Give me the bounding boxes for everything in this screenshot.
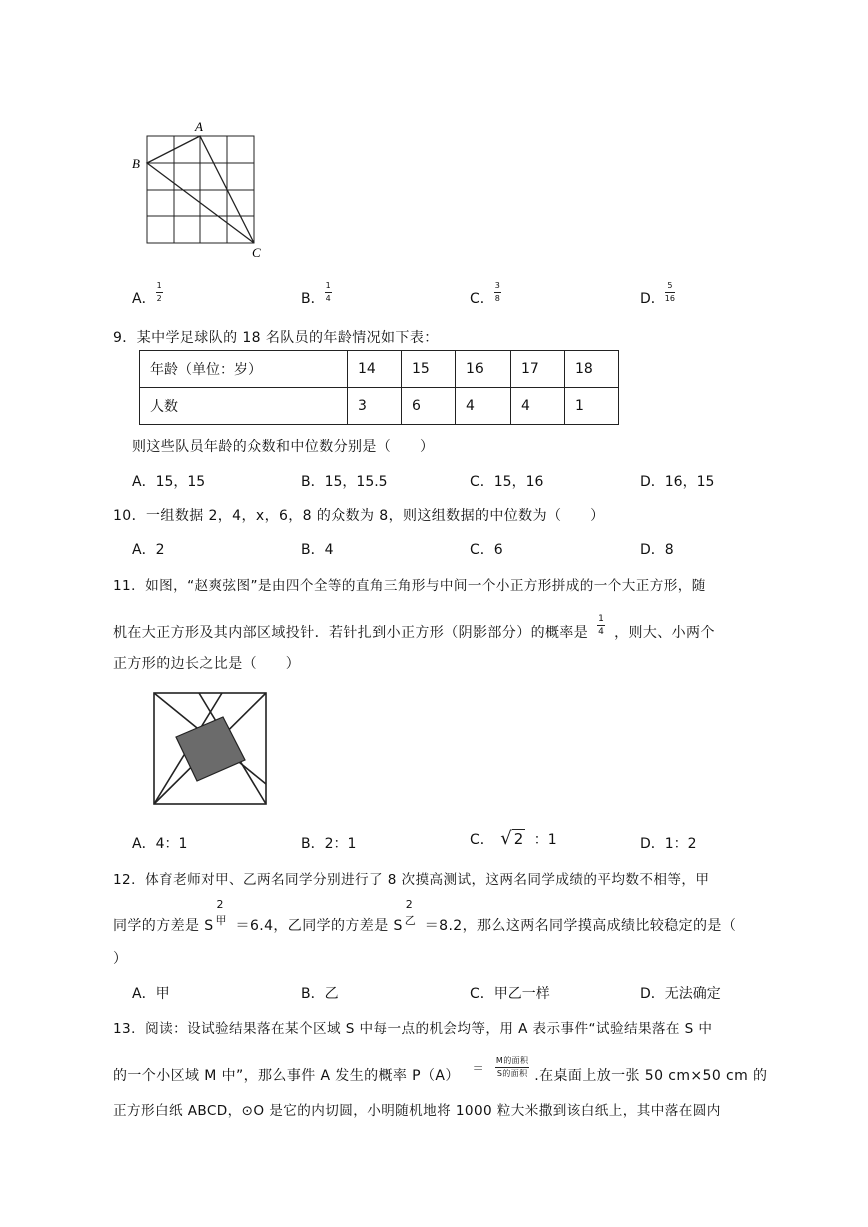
q12-option-a[interactable]: A．甲 [132, 986, 170, 1002]
fraction: $\frac{1}{4}$ [325, 280, 331, 303]
probability-fraction: $\frac{1}{4}$ [598, 613, 605, 637]
q12-line-2: 同学的方差是 S 2 甲 ＝6.4，乙同学的方差是 S 2 乙 ＝8.2，那么这两名同学摸高成绩比较稳定的是（ [113, 898, 737, 934]
fraction: $\frac{5}{16}$ [664, 280, 675, 303]
q11-line-2: 机在大正方形及其内部区域投针．若针扎到小正方形（阴影部分）的概率是 $\frac{1}{4}$ ，则大、小两个 [113, 613, 715, 641]
q8-option-a[interactable]: A． $\frac{1}{2}$ [132, 280, 162, 307]
fraction: $\frac{3}{8}$ [494, 280, 500, 303]
q11-option-a[interactable]: A．4：1 [132, 836, 188, 852]
table-cell: 人数 [140, 388, 348, 425]
table-cell: 16 [456, 351, 511, 388]
q12-option-d[interactable]: D．无法确定 [640, 986, 721, 1002]
area-ratio-fraction: $\frac{\text{M的面积}}{\text{S的面积}}$ [495, 1055, 529, 1078]
q13-line-2: 的一个小区域 M 中”，那么事件 A 发生的概率 P（A） ＝ $\frac{\text{M的面积}}{\text{S的面积}}$ .在桌面上放一张 50 cm×50 cm 的 [113, 1055, 768, 1084]
q8-option-c[interactable]: C． $\frac{3}{8}$ [470, 280, 500, 307]
table-cell: 4 [456, 388, 511, 425]
q10-option-c[interactable]: C．6 [470, 542, 503, 558]
q11-option-c[interactable]: C． √ 2 ：1 [470, 828, 557, 849]
q12-line-3: ） [113, 951, 128, 967]
q11-line-3: 正方形的边长之比是（ ） [113, 656, 301, 672]
q11-option-b[interactable]: B．2：1 [301, 836, 357, 852]
q8-option-d[interactable]: D． $\frac{5}{16}$ [640, 280, 675, 307]
q10-option-b[interactable]: B．4 [301, 542, 334, 558]
table-cell: 4 [511, 388, 565, 425]
sqrt-symbol: √ 2 [500, 828, 524, 849]
q13-line-3: 正方形白纸 ABCD，⊙O 是它的内切圆，小明随机地将 1000 粒大米撒到该白纸上，其中落在圆内 [113, 1103, 721, 1119]
table-row [140, 388, 619, 425]
q9-question: 则这些队员年龄的众数和中位数分别是（ ） [132, 439, 435, 455]
q10-stem: 10．一组数据 2，4，x，6，8 的众数为 8，则这组数据的中位数为（ ） [113, 508, 605, 524]
table-cell: 6 [402, 388, 456, 425]
q9-stem: 9．某中学足球队的 18 名队员的年龄情况如下表： [113, 330, 439, 346]
table-cell: 3 [348, 388, 402, 425]
q8-label-c: C [252, 245, 261, 260]
q11-option-d[interactable]: D．1：2 [640, 836, 697, 852]
zhao-shuang-figure [152, 691, 270, 807]
q12-line-1: 12．体育老师对甲、乙两名同学分别进行了 8 次摸高测试，这两名同学成绩的平均数不相等，甲 [113, 872, 710, 888]
table-cell: 年龄（单位：岁） [140, 351, 348, 388]
table-cell: 15 [402, 351, 456, 388]
table-cell: 18 [565, 351, 619, 388]
variance-jia: 2 甲 [215, 898, 227, 927]
q8-label-a: A [195, 119, 203, 134]
q12-option-b[interactable]: B．乙 [301, 986, 339, 1002]
q13-line-1: 13．阅读：设试验结果落在某个区域 S 中每一点的机会均等，用 A 表示事件“试验结果落在 S 中 [113, 1021, 713, 1037]
q8-label-b: B [132, 156, 140, 171]
fraction: $\frac{1}{2}$ [156, 280, 162, 303]
q9-option-a[interactable]: A．15，15 [132, 474, 206, 490]
q10-option-d[interactable]: D．8 [640, 542, 674, 558]
q10-option-a[interactable]: A．2 [132, 542, 165, 558]
q9-option-c[interactable]: C．15，16 [470, 474, 544, 490]
table-cell: 17 [511, 351, 565, 388]
variance-yi: 2 乙 [404, 898, 417, 927]
table-row [140, 351, 619, 388]
q9-age-table [139, 350, 619, 425]
q9-option-b[interactable]: B．15，15.5 [301, 474, 388, 490]
q8-option-b[interactable]: B． $\frac{1}{4}$ [301, 280, 331, 307]
q8-grid-figure [128, 118, 268, 264]
q11-line-1: 11．如图，“赵爽弦图”是由四个全等的直角三角形与中间一个小正方形拼成的一个大正方形，随 [113, 578, 706, 594]
q12-option-c[interactable]: C．甲乙一样 [470, 986, 550, 1002]
q9-option-d[interactable]: D．16，15 [640, 474, 715, 490]
table-cell: 14 [348, 351, 402, 388]
table-cell: 1 [565, 388, 619, 425]
